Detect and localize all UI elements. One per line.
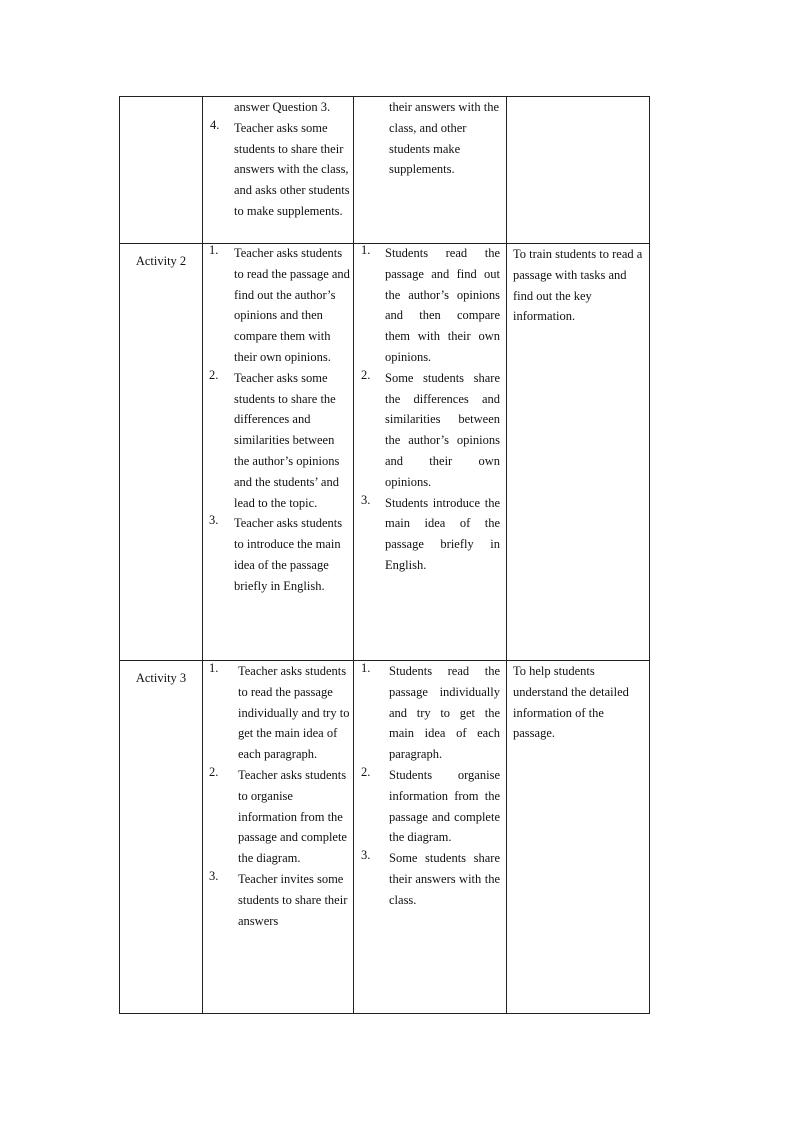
- step-number: 2.: [209, 764, 219, 779]
- activity-label: Activity 2: [135, 254, 187, 268]
- step-number: 4.: [210, 117, 220, 132]
- activity-cell: [120, 661, 203, 1014]
- step-number: 2.: [209, 367, 219, 382]
- teacher-step: [203, 765, 353, 869]
- step-text: Teacher asks students to organise information from the passage and complete the diagram.: [238, 767, 347, 866]
- activity-label: Activity 3: [135, 671, 187, 685]
- step-number: 1.: [361, 661, 371, 675]
- step-number: 3.: [209, 868, 219, 883]
- step-text: Teacher asks students to introduce the main idea of the passage briefly in English.: [234, 516, 343, 593]
- purpose-text: To help students understand the detailed information of the passage.: [513, 664, 629, 741]
- step-text: Students read the passage individually and try to get the main idea of each paragraph.: [389, 664, 500, 762]
- step-text: Teacher asks students to read the passage and find out the author’s opinions and then compare them with their own opinions.: [234, 246, 350, 364]
- step-text: Some students share their answers with the class.: [389, 851, 500, 907]
- teacher-step: [203, 513, 353, 596]
- step-number: 1.: [209, 661, 219, 675]
- purpose-cell: [507, 244, 650, 661]
- teacher-step: [203, 243, 353, 368]
- activity-cell: [120, 97, 203, 244]
- activity-cell: [120, 244, 203, 661]
- purpose-text: To train students to read a passage with tasks and find out the key information.: [513, 247, 643, 324]
- step-number: 1.: [209, 243, 219, 257]
- student-activity-cell: [354, 661, 507, 1014]
- step-text: Teacher asks some students to share the differences and similarities between the author’s opinions and the students’ and lead to the topic.: [234, 370, 340, 510]
- teacher-activity-cell: [203, 244, 354, 661]
- purpose-cell: [507, 661, 650, 1014]
- step-text: Teacher asks students to read the passage individually and try to get the main idea of each paragraph.: [238, 664, 350, 762]
- teacher-step: [203, 118, 353, 222]
- teacher-activity-cell: [203, 97, 354, 244]
- table-row: [120, 97, 650, 244]
- step-text: Students organise information from the passage and complete the diagram.: [389, 767, 500, 845]
- teacher-step: [203, 661, 353, 765]
- step-number: 3.: [209, 513, 219, 528]
- student-lead-in-text: their answers with the class, and other students make supplements.: [389, 100, 500, 177]
- teacher-step: [203, 368, 353, 514]
- student-step: [354, 765, 506, 848]
- student-step: [354, 848, 506, 910]
- teacher-activity-cell: [203, 661, 354, 1014]
- teacher-step: [203, 869, 353, 931]
- step-number: 1.: [361, 243, 371, 257]
- lesson-plan-table: [119, 96, 650, 1014]
- student-step: [354, 493, 506, 576]
- teacher-lead-in-text: answer Question 3.: [234, 100, 331, 114]
- table-row: [120, 244, 650, 661]
- table-row: [120, 661, 650, 1014]
- step-number: 2.: [361, 367, 371, 382]
- step-text: Teacher invites some students to share their answers: [238, 871, 348, 928]
- step-text: Students introduce the main idea of the passage briefly in English.: [385, 495, 500, 572]
- step-text: Teacher asks some students to share their answers with the class, and asks other students to make supplements.: [234, 120, 350, 218]
- step-number: 3.: [361, 492, 371, 507]
- step-number: 3.: [361, 848, 371, 863]
- student-step: [354, 243, 506, 368]
- activity-label: [120, 97, 202, 104]
- student-activity-cell: [354, 244, 507, 661]
- student-activity-cell: [354, 97, 507, 244]
- student-step: [354, 661, 506, 765]
- purpose-cell: [507, 97, 650, 244]
- step-text: Students read the passage and find out the author’s opinions and then compare them with their own opinions.: [385, 246, 500, 364]
- student-step: [354, 368, 506, 493]
- step-text: Some students share the differences and similarities between the author’s opinions and their own opinions.: [385, 370, 500, 489]
- step-number: 2.: [361, 764, 371, 779]
